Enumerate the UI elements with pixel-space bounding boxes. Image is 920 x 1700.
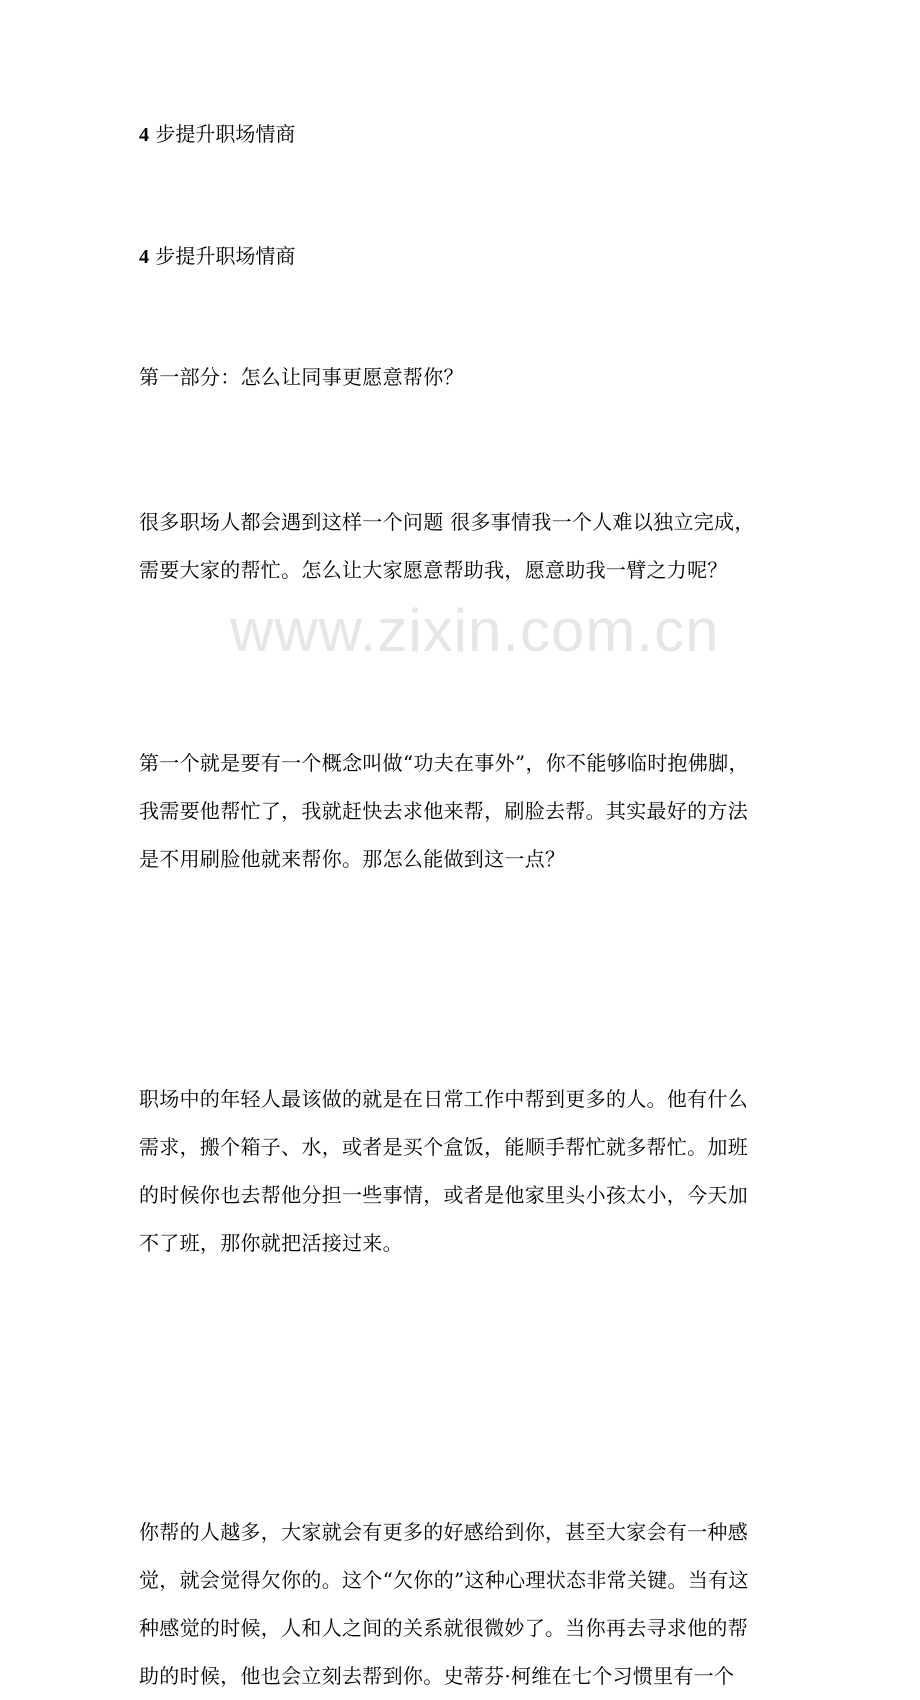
document-heading: [139, 122, 920, 147]
paragraph-2: [139, 739, 789, 883]
paragraph-line: 第一个就是要有一个概念叫做“功夫在事外”，你不能够临时抱佛脚，: [139, 751, 749, 775]
paragraph-4: [139, 1508, 789, 1700]
paragraph-line: 助的时候，他也会立刻去帮到你。史蒂芬·柯维在七个习惯里有一个: [139, 1664, 735, 1688]
paragraph-line: 觉，就会觉得欠你的。这个“欠你的”这种心理状态非常关键。当有这: [139, 1568, 749, 1592]
paragraph-line: 需要大家的帮忙。怎么让大家愿意帮助我，愿意助我一臂之力呢？: [139, 558, 728, 582]
paragraph-line: 不了班，那你就把活接过来。: [139, 1231, 403, 1255]
paragraph-line: 的时候你也去帮他分担一些事情，或者是他家里头小孩太小，今天加: [139, 1183, 748, 1207]
subheading-text: 步提升职场情商: [149, 244, 296, 268]
document-subheading: [139, 244, 920, 269]
paragraph-line: 是不用刷脸他就来帮你。那怎么能做到这一点？: [139, 847, 566, 871]
paragraph-3: [139, 1075, 789, 1267]
paragraph-line: 职场中的年轻人最该做的就是在日常工作中帮到更多的人。他有什么: [139, 1087, 748, 1111]
heading-number: 4: [139, 124, 149, 146]
section-title: [139, 353, 789, 401]
heading-text: 步提升职场情商: [149, 122, 296, 146]
paragraph-line: 你帮的人越多，大家就会有更多的好感给到你，甚至大家会有一种感: [139, 1520, 748, 1544]
paragraph-line: 种感觉的时候，人和人之间的关系就很微妙了。当你再去寻求他的帮: [139, 1616, 748, 1640]
paragraph-line: 需求，搬个箱子、水，或者是买个盒饭，能顺手帮忙就多帮忙。加班: [139, 1135, 748, 1159]
section-title-text: 第一部分：怎么让同事更愿意帮你？: [139, 365, 464, 389]
watermark: www.zixin.com.cn: [230, 597, 720, 664]
subheading-number: 4: [139, 246, 149, 268]
paragraph-line: 我需要他帮忙了，我就赶快去求他来帮，刷脸去帮。其实最好的方法: [139, 799, 748, 823]
paragraph-1: [139, 498, 789, 594]
paragraph-line: 很多职场人都会遇到这样一个问题 很多事情我一个人难以独立完成，: [139, 510, 755, 534]
